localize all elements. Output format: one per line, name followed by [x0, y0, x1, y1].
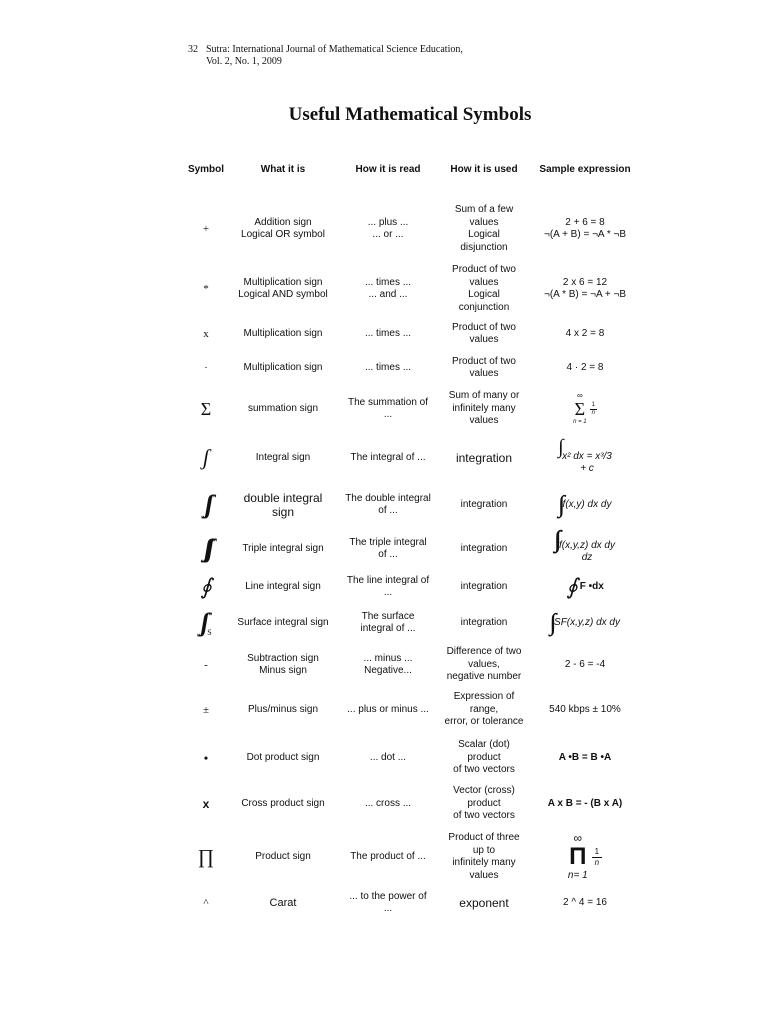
sample-cell: ∞ Π n= 1 1 n: [530, 832, 640, 882]
read-cell: ... cross ...: [364, 797, 412, 809]
read-cell: The line integral of ...: [346, 574, 430, 598]
page-number: 32: [188, 44, 198, 55]
product-icon: ∏: [197, 845, 215, 868]
what-cell: Addition sign Logical OR symbol: [241, 216, 325, 240]
what-cell: Carat: [269, 896, 297, 909]
column-header-sample: Sample expression: [539, 163, 631, 175]
read-cell: The surface integral of ...: [360, 610, 416, 634]
read-cell: ... plus ... ... or ...: [367, 216, 409, 240]
used-cell: Sum of many or infinitely many values: [448, 390, 520, 427]
symbol-cell: +: [202, 222, 210, 235]
read-cell: ... times ...: [364, 361, 412, 373]
sample-cell: SF(x,y,z) dx dy: [554, 616, 620, 628]
table-header-row: [0, 162, 768, 178]
what-cell: Multiplication sign Logical AND symbol: [238, 276, 328, 300]
table-row: [0, 570, 768, 604]
table-row: [0, 260, 768, 318]
integral-icon: ʃ: [202, 444, 210, 470]
used-cell: Product of two values: [452, 321, 516, 345]
symbol-cell: ·: [204, 361, 208, 374]
column-header-used: How it is used: [450, 163, 518, 175]
used-cell: integration: [460, 580, 508, 592]
table-row: [0, 604, 768, 642]
symbol-cell: ±: [202, 703, 210, 716]
sample-cell: A •B = B •A: [558, 751, 612, 763]
what-cell: Multiplication sign: [243, 327, 323, 339]
surface-integral-icon: ʃʃ S: [200, 607, 212, 637]
page-header: [188, 44, 463, 68]
what-cell: Dot product sign: [246, 751, 320, 763]
used-cell: Product of two values: [452, 355, 516, 379]
read-cell: ... minus ... Negative...: [363, 652, 413, 676]
what-cell: Surface integral sign: [237, 616, 329, 628]
page-title: Useful Mathematical Symbols: [288, 104, 532, 125]
what-cell: summation sign: [247, 402, 319, 414]
summation-icon: Σ: [200, 398, 212, 419]
sample-cell: 540 kbps ± 10%: [549, 703, 621, 715]
table-row: [0, 690, 768, 730]
sample-cell: f(x,y,z) dx dy dz: [559, 539, 615, 563]
symbol-cell: x: [203, 327, 209, 340]
line-integral-sample-icon: ∮: [566, 573, 578, 599]
sample-cell: f(x,y) dx dy: [562, 498, 612, 510]
table-row: [0, 200, 768, 258]
journal-volume: Vol. 2, No. 1, 2009: [206, 56, 282, 67]
used-cell: Sum of a few values Logical disjunction: [454, 204, 514, 253]
used-cell: exponent: [459, 896, 509, 910]
what-cell: double integral sign: [243, 491, 323, 519]
table-row: [0, 738, 768, 778]
sample-cell: ∮ F •dx: [566, 573, 604, 599]
used-cell: integration: [460, 498, 508, 510]
table-row: [0, 528, 768, 570]
used-cell: Vector (cross) product of two vectors: [453, 785, 515, 822]
used-cell: Difference of two values, negative number: [446, 646, 522, 683]
symbol-cell: ^: [203, 896, 209, 909]
what-cell: Triple integral sign: [242, 542, 324, 554]
line-integral-icon: ∮: [200, 573, 212, 599]
used-cell: Scalar (dot) product of two vectors: [453, 739, 515, 776]
journal-title: Sutra: International Journal of Mathematical Science Education,: [206, 44, 463, 55]
dot-product-icon: •: [203, 750, 209, 765]
read-cell: The integral of ...: [350, 451, 426, 463]
what-cell: Multiplication sign: [243, 361, 323, 373]
sample-cell: 2 ^ 4 = 16: [563, 896, 607, 908]
sample-cell: 2 - 6 = -4: [564, 658, 606, 670]
column-header-what: What it is: [260, 163, 306, 175]
table-row: [0, 784, 768, 824]
table-row: [0, 320, 768, 348]
triple-integral-icon: ʃʃʃ: [203, 533, 209, 563]
table-row: [0, 888, 768, 918]
sample-cell: x² dx = x³/3 + c: [562, 450, 612, 474]
sample-cell: 4 · 2 = 8: [566, 361, 604, 373]
read-cell: The product of ...: [350, 850, 426, 862]
used-cell: integration: [455, 451, 513, 465]
sample-cell: A x B = - (B x A): [547, 797, 623, 809]
what-cell: Integral sign: [255, 451, 311, 463]
read-cell: The summation of ...: [347, 396, 429, 420]
symbol-cell: -: [204, 658, 208, 671]
read-cell: ... to the power of ...: [349, 890, 427, 914]
table-row: [0, 354, 768, 382]
used-cell: integration: [460, 616, 508, 628]
sample-cell: 2 + 6 = 8 ¬(A + B) = ¬A * ¬B: [544, 216, 626, 240]
used-cell: integration: [460, 542, 508, 554]
used-cell: Product of two values Logical conjunction: [452, 264, 516, 313]
sample-cell: 4 x 2 = 8: [565, 327, 605, 339]
what-cell: Line integral sign: [245, 580, 321, 592]
read-cell: The double integral of ...: [345, 492, 431, 516]
cross-product-icon: x: [202, 796, 210, 811]
table-row: [0, 644, 768, 686]
column-header-read: How it is read: [355, 163, 421, 175]
table-row: [0, 388, 768, 430]
table-row: [0, 832, 768, 882]
what-cell: Product sign: [255, 850, 311, 862]
used-cell: Expression of range, error, or tolerance: [444, 691, 524, 728]
read-cell: The triple integral of ...: [349, 536, 427, 560]
double-integral-icon: ʃʃ: [204, 489, 208, 519]
column-header-symbol: Symbol: [187, 163, 225, 175]
sample-cell: ∞ Σ n = 1 1 n: [573, 391, 595, 425]
what-cell: Cross product sign: [241, 797, 325, 809]
read-cell: ... times ... ... and ...: [364, 276, 412, 300]
read-cell: ... dot ...: [369, 751, 407, 763]
table-row: [0, 438, 768, 478]
read-cell: ... plus or minus ...: [347, 703, 429, 715]
symbol-cell: *: [203, 282, 209, 295]
used-cell: Product of three up to infinitely many values: [448, 832, 520, 881]
what-cell: Plus/minus sign: [247, 703, 319, 715]
read-cell: ... times ...: [364, 327, 412, 339]
table-row: [0, 484, 768, 526]
what-cell: Subtraction sign Minus sign: [247, 652, 319, 676]
sample-cell: 2 x 6 = 12 ¬(A * B) = ¬A + ¬B: [544, 276, 626, 300]
